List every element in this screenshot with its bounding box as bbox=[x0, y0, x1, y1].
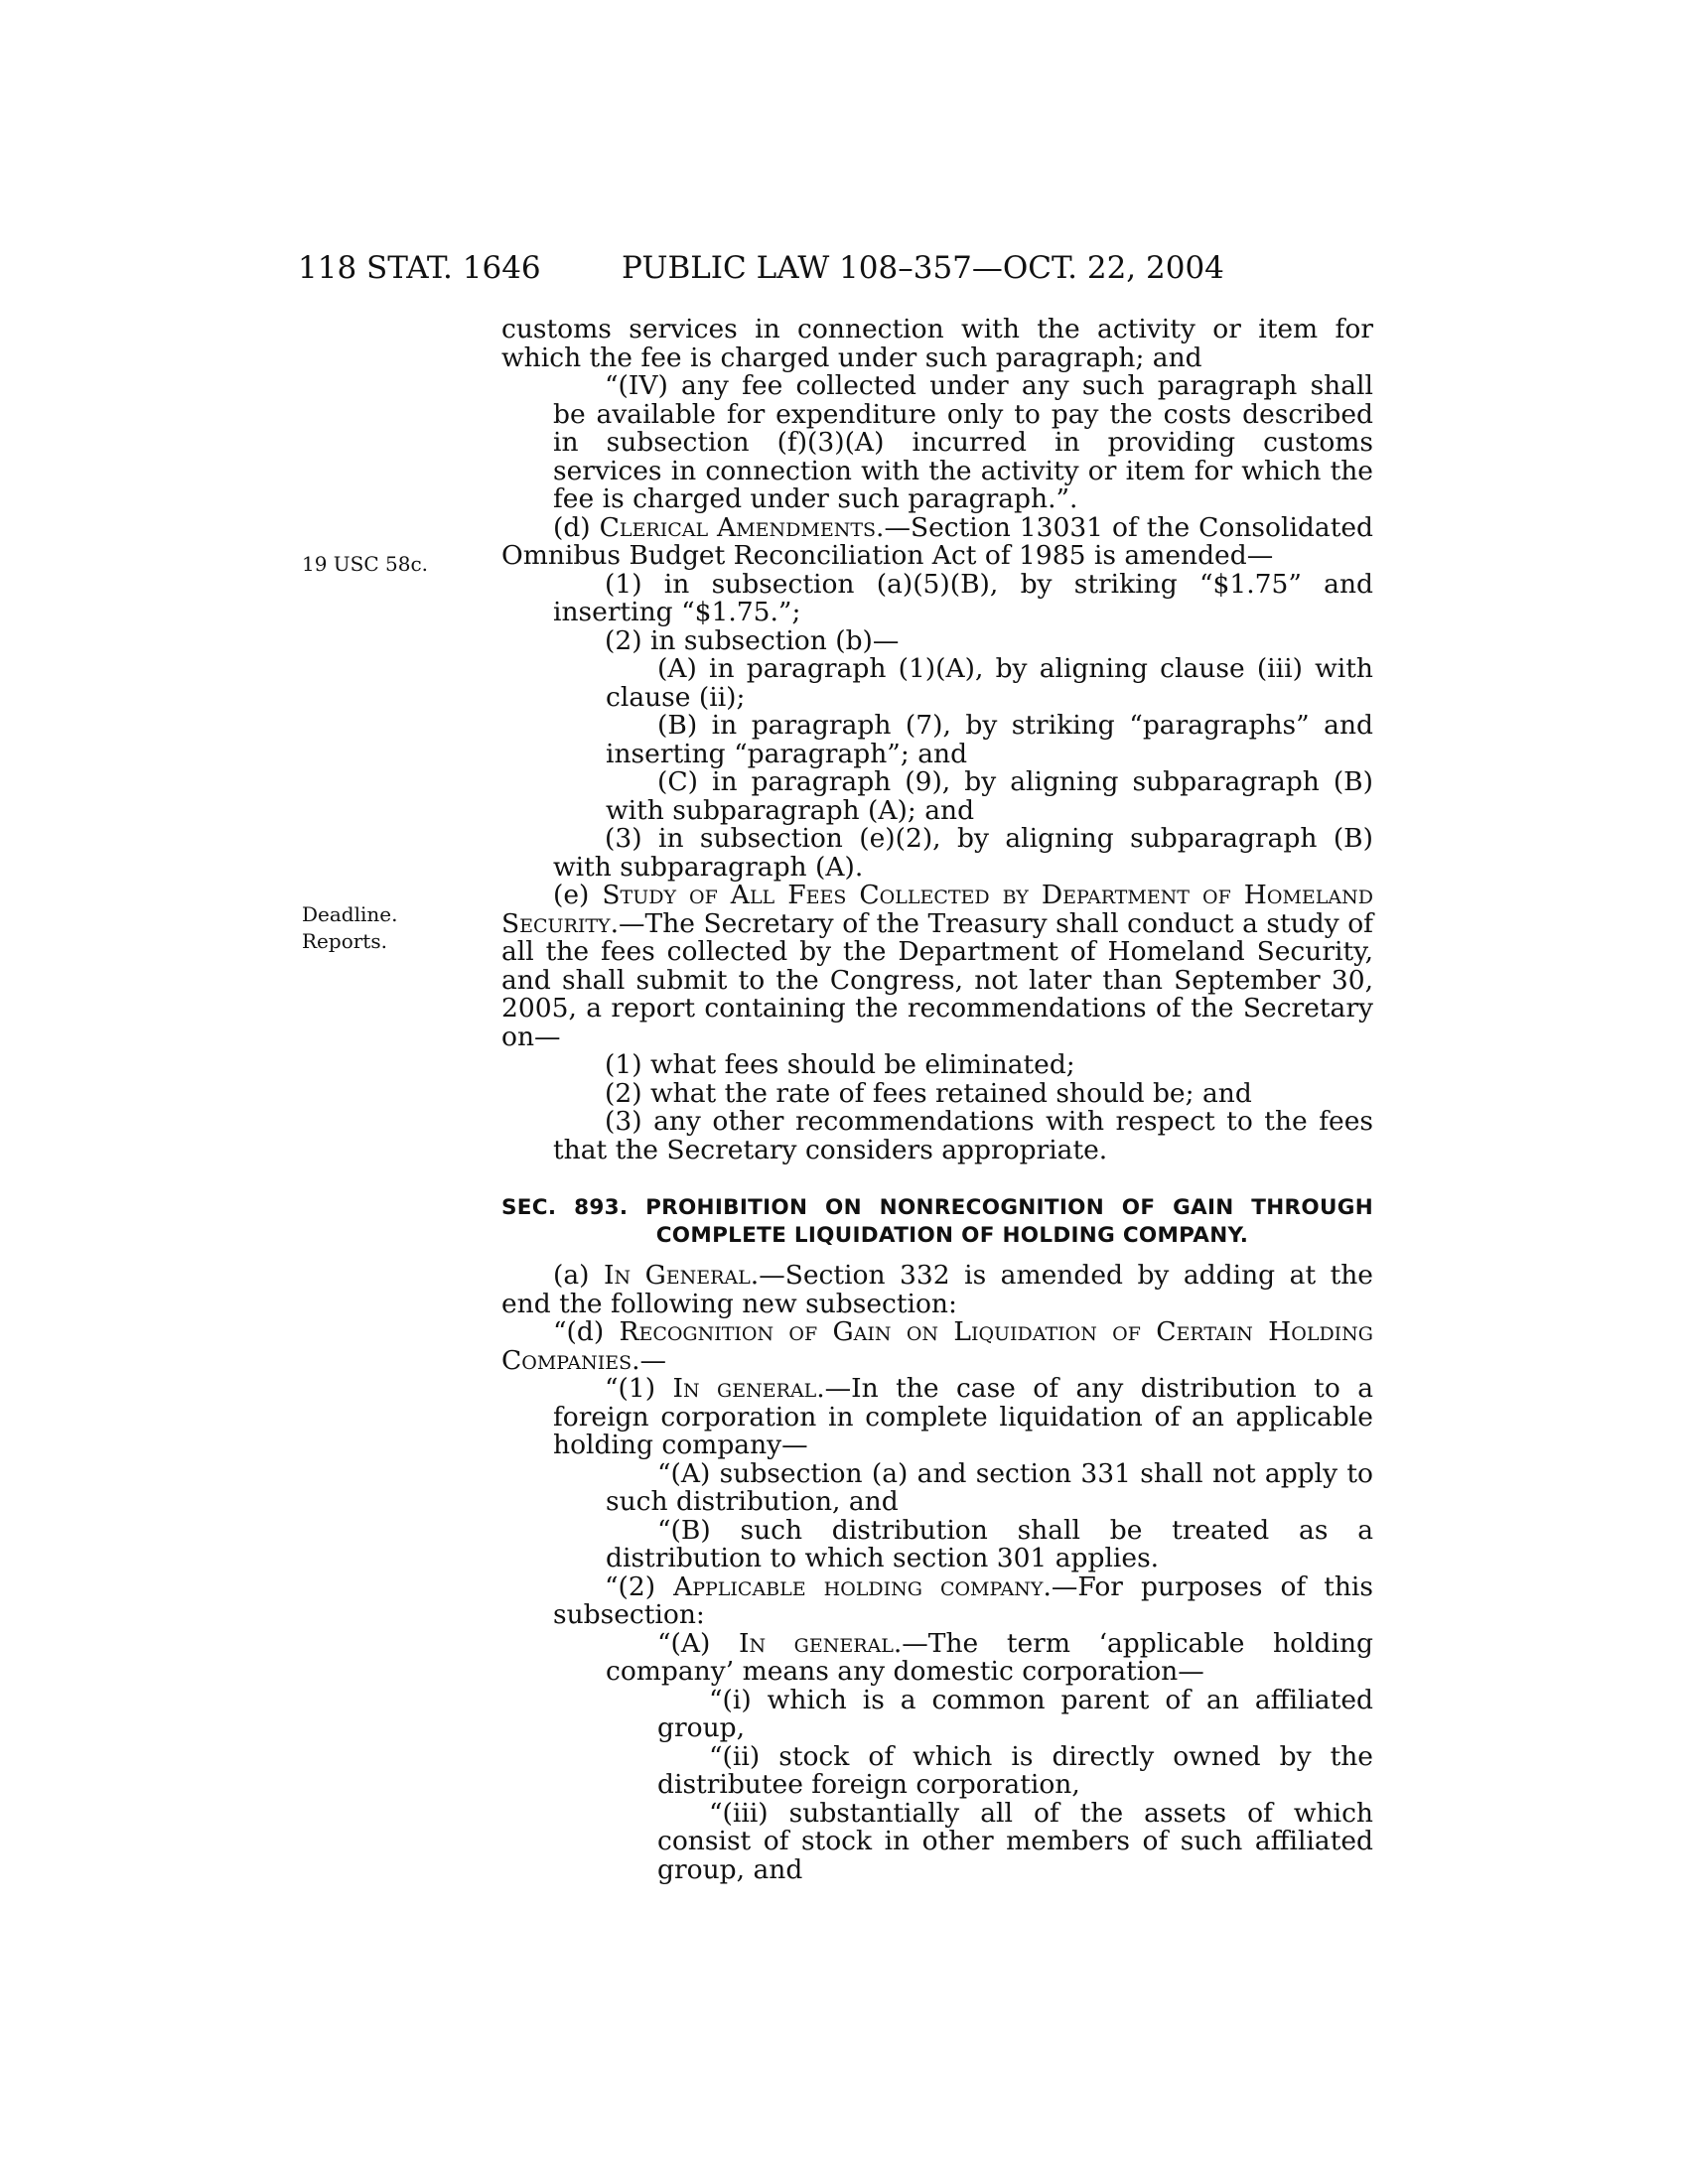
subsection-text: .—The Secretary of the Treasury shall conduct a study of all the fees collected by the Department of Homeland Security, and shall submit to the Congress, not later than September 30, 2005, a report containing the recommendations of the Secretary on— bbox=[501, 907, 1373, 1052]
paragraph-heading: Applicable holding company bbox=[673, 1570, 1044, 1602]
subsection-d bbox=[501, 511, 1373, 571]
paragraph-label: “(1) bbox=[605, 1373, 673, 1404]
paragraph-text: .—In the case of any distribution to a foreign corporation in complete liquidation of an applicable holding company— bbox=[553, 1373, 1374, 1460]
clause-iii: “(iii) substantially all of the assets of which consist of stock in other members of such affiliated group, and bbox=[657, 1797, 1373, 1885]
subsection-label: (a) bbox=[553, 1260, 604, 1291]
paragraph-d2: (2) in subsection (b)— bbox=[605, 624, 900, 656]
subparagraph-heading: In general bbox=[738, 1627, 894, 1659]
subsection-label: “(d) bbox=[553, 1316, 620, 1347]
paragraph-heading: In general bbox=[672, 1373, 817, 1404]
paragraph-continuation: customs services in connection with the activity or item for which the fee is charged under such paragraph; and bbox=[501, 314, 1373, 373]
subsection-heading: Clerical Amendments bbox=[599, 511, 877, 543]
subparagraph-1A: “(A) subsection (a) and section 331 shall not apply to such distribution, and bbox=[606, 1457, 1373, 1517]
running-head: PUBLIC LAW 108–357—OCT. 22, 2004 bbox=[622, 250, 1224, 286]
paragraph-e1: (1) what fees should be eliminated; bbox=[605, 1049, 1075, 1080]
paragraph-1 bbox=[553, 1375, 1373, 1460]
subparagraph-d2C: (C) in paragraph (9), by aligning subparagraph (B) with subparagraph (A); and bbox=[606, 766, 1373, 826]
subsection-a bbox=[501, 1262, 1373, 1318]
section-title-line-2: COMPLETE LIQUIDATION OF HOLDING COMPANY. bbox=[655, 1223, 1249, 1248]
subparagraph-2A bbox=[606, 1627, 1374, 1687]
subsection-heading: Recognition of Gain on Liquidation of Certain Holding Companies bbox=[501, 1316, 1373, 1376]
document-body bbox=[501, 316, 1373, 1884]
subsection-e bbox=[501, 882, 1373, 1051]
subsection-label: (e) bbox=[553, 880, 603, 910]
subparagraph-1B: “(B) such distribution shall be treated as a distribution to which section 301 applies. bbox=[606, 1514, 1373, 1573]
clause-i: “(i) which is a common parent of an affiliated group, bbox=[657, 1684, 1373, 1743]
paragraph-e3: (3) any other recommendations with respect to the fees that the Secretary considers appropriate. bbox=[553, 1106, 1373, 1165]
clause-ii: “(ii) stock of which is directly owned by the distributee foreign corporation, bbox=[657, 1740, 1373, 1800]
subsection-heading: Study of All Fees Collected by Department of Homeland Security bbox=[501, 880, 1373, 939]
margin-note-reports: Reports. bbox=[302, 929, 387, 953]
stat-page-number: 118 STAT. 1646 bbox=[298, 250, 541, 286]
subparagraph-d2A: (A) in paragraph (1)(A), by aligning clause (iii) with clause (ii); bbox=[606, 653, 1373, 713]
paragraph-text: .—For purposes of this subsection: bbox=[553, 1570, 1374, 1630]
paragraph-d3: (3) in subsection (e)(2), by aligning subparagraph (B) with subparagraph (A). bbox=[553, 823, 1373, 883]
margin-note-usc: 19 USC 58c. bbox=[302, 552, 429, 576]
margin-note-deadline: Deadline. bbox=[302, 902, 398, 926]
subparagraph-text: .—The term ‘applicable holding company’ means any domestic corporation— bbox=[606, 1627, 1374, 1687]
subsection-text: .—Section 332 is amended by adding at the end the following new subsection: bbox=[501, 1260, 1373, 1319]
section-title-line-1: SEC. 893. PROHIBITION ON NONRECOGNITION OF GAIN THROUGH bbox=[501, 1195, 1373, 1220]
subsection-heading: In General bbox=[603, 1260, 751, 1291]
subparagraph-d2B: (B) in paragraph (7), by striking “paragraphs” and inserting “paragraph”; and bbox=[606, 710, 1373, 769]
subparagraph-label: “(A) bbox=[657, 1627, 739, 1659]
clause-iv: “(IV) any fee collected under any such paragraph shall be available for expenditure only to pay the costs described in subsection (f)(3)(A) incurred in providing customs services in connection with the activity or item for which the fee is charged under such paragraph.”. bbox=[553, 370, 1373, 514]
section-title bbox=[501, 1194, 1373, 1250]
paragraph-2 bbox=[553, 1570, 1374, 1630]
subsection-text: .— bbox=[632, 1344, 667, 1376]
paragraph-d1: (1) in subsection (a)(5)(B), by striking “$1.75” and inserting “$1.75.”; bbox=[553, 568, 1373, 627]
new-subsection-d bbox=[501, 1318, 1373, 1375]
subsection-text: .—Section 13031 of the Consolidated Omnibus Budget Reconciliation Act of 1985 is amended— bbox=[501, 511, 1373, 571]
paragraph-label: “(2) bbox=[605, 1570, 674, 1602]
subsection-label: (d) bbox=[553, 511, 600, 543]
paragraph-e2: (2) what the rate of fees retained should be; and bbox=[605, 1077, 1252, 1109]
